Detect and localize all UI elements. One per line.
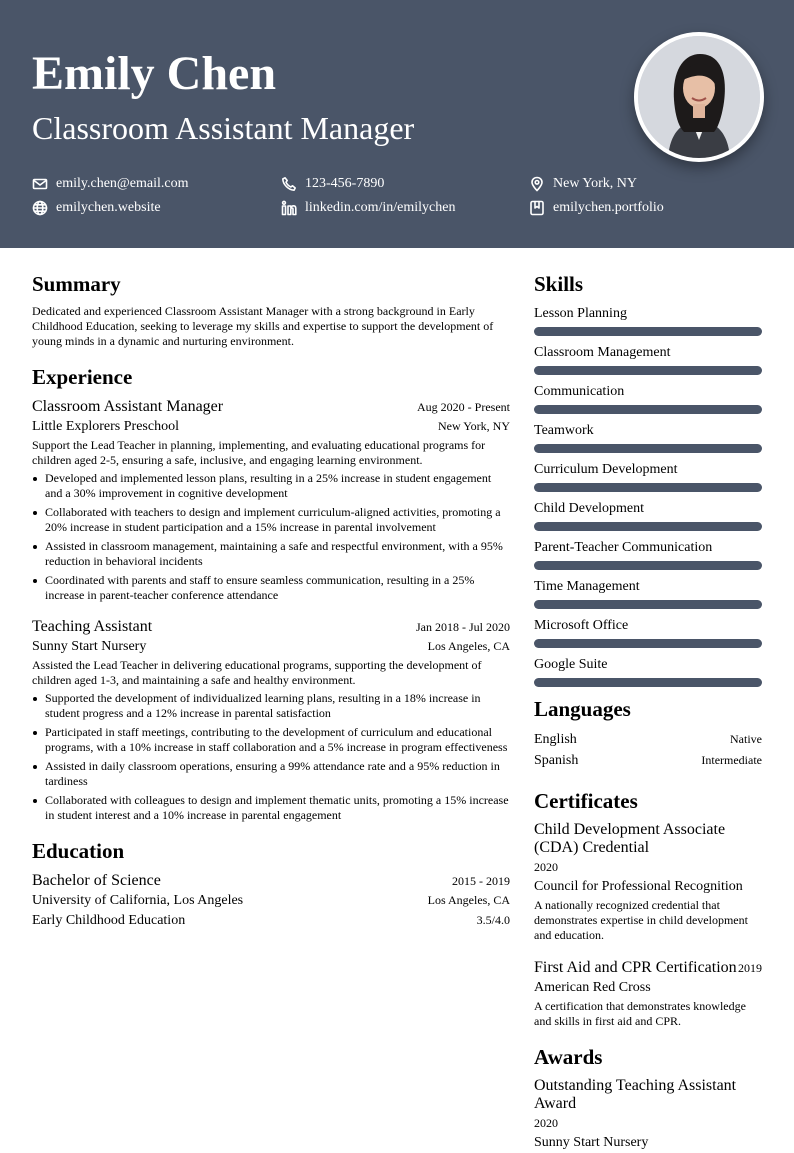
candidate-name: Emily Chen: [32, 47, 277, 100]
job-title: Teaching Assistant: [32, 618, 153, 635]
degree: Bachelor of Science: [32, 872, 161, 889]
job-dates: Jan 2018 - Jul 2020: [416, 620, 510, 634]
skill-bar: [534, 483, 762, 492]
right-column: [534, 270, 762, 1153]
skill-name: Classroom Management: [534, 345, 671, 360]
language-name: Spanish: [534, 753, 579, 768]
skill-item: [534, 421, 762, 453]
experience-heading: Experience: [32, 365, 133, 389]
resume-header: [0, 0, 794, 248]
languages-heading: Languages: [534, 697, 631, 721]
language-level: Native: [730, 732, 762, 746]
achievement-item: Participated in staff meetings, contributing to the development of curriculum and educational programs, with a 10% increase in staff collaboration and a 5% increase in program effectiveness: [45, 725, 510, 755]
linkedin-icon: [281, 200, 297, 216]
gpa: 3.5/4.0: [476, 913, 510, 927]
achievement-item: Developed and implemented lesson plans, resulting in a 25% increase in student engagement and a 30% improvement in cognitive development: [45, 471, 510, 501]
skill-item: [534, 382, 762, 414]
summary-heading: Summary: [32, 272, 121, 296]
left-column: [32, 270, 510, 931]
job-title: Classroom Assistant Manager: [32, 398, 224, 415]
skill-bar: [534, 366, 762, 375]
achievement-item: Assisted in classroom management, maintaining a safe and respectful environment, with a 95% reduction in behavioral incidents: [45, 539, 510, 569]
candidate-title: Classroom Assistant Manager: [32, 110, 415, 146]
skill-name: Curriculum Development: [534, 462, 678, 477]
contact-phone[interactable]: [281, 175, 384, 193]
skill-name: Time Management: [534, 579, 640, 594]
job-location: New York, NY: [437, 419, 510, 433]
skill-item: [534, 538, 762, 570]
education-heading: Education: [32, 839, 125, 863]
award-item: [534, 1077, 762, 1153]
job-achievements: [32, 471, 510, 603]
achievement-item: Coordinated with parents and staff to ensure seamless communication, resulting in a 25% increase in parent-teacher conference attendance: [45, 573, 510, 603]
summary-text: Dedicated and experienced Classroom Assistant Manager with a strong background in Early Childhood Education, seeking to leverage my skills and expertise to support the development of young minds in a dynamic and nurturing environment.: [32, 304, 494, 348]
job-company: Little Explorers Preschool: [32, 419, 179, 434]
skill-item: [534, 343, 762, 375]
skill-bar: [534, 678, 762, 687]
certificate-name: Child Development Associate (CDA) Credential: [534, 821, 726, 856]
achievement-item: Collaborated with teachers to design and implement curriculum-aligned activities, promoting a 20% increase in student participation and a 15% increase in parental involvement: [45, 505, 510, 535]
portfolio-icon: [529, 200, 545, 216]
job-entry: [32, 397, 510, 603]
contact-email[interactable]: [32, 175, 189, 193]
education-dates: 2015 - 2019: [452, 874, 510, 888]
linkedin-text: linkedin.com/in/emilychen: [305, 200, 456, 215]
skill-name: Parent-Teacher Communication: [534, 540, 713, 555]
certificate-item: [534, 959, 762, 1029]
skills-list: [534, 304, 762, 687]
skills-heading: Skills: [534, 272, 584, 296]
skill-item: [534, 616, 762, 648]
job-company: Sunny Start Nursery: [32, 639, 147, 654]
award-issuer: Sunny Start Nursery: [534, 1135, 649, 1150]
job-entry: [32, 617, 510, 823]
skill-name: Google Suite: [534, 657, 608, 672]
school-name: University of California, Los Angeles: [32, 893, 244, 908]
certificate-description: A certification that demonstrates knowledge and skills in first aid and CPR.: [534, 999, 746, 1028]
skill-item: [534, 499, 762, 531]
contact-website[interactable]: [32, 199, 161, 217]
achievement-item: Supported the development of individualized learning plans, resulting in a 18% increase in student progress and a 12% increase in parental satisfaction: [45, 691, 510, 721]
certificate-issuer: American Red Cross: [534, 980, 651, 995]
awards-heading: Awards: [534, 1045, 603, 1069]
skill-item: [534, 577, 762, 609]
location-text: New York, NY: [553, 176, 638, 191]
portfolio-text: emilychen.portfolio: [553, 200, 664, 215]
certificate-item: [534, 821, 762, 943]
skill-bar: [534, 327, 762, 336]
skill-bar: [534, 639, 762, 648]
language-level: Intermediate: [701, 753, 762, 767]
certificates-heading: Certificates: [534, 789, 638, 813]
phone-icon: [281, 176, 297, 192]
mail-icon: [32, 176, 48, 192]
skill-item: [534, 655, 762, 687]
achievement-item: Assisted in daily classroom operations, ensuring a 99% attendance rate and a 95% reduction in tardiness: [45, 759, 510, 789]
job-description: Support the Lead Teacher in planning, implementing, and evaluating educational programs for children aged 2-5, ensuring a safe, inclusive, and engaging learning environment.: [32, 438, 486, 467]
skill-bar: [534, 600, 762, 609]
job-achievements: [32, 691, 510, 823]
job-location: Los Angeles, CA: [427, 639, 510, 653]
skill-name: Communication: [534, 384, 625, 399]
certificate-description: A nationally recognized credential that demonstrates expertise in child development and education.: [534, 898, 748, 942]
skill-name: Microsoft Office: [534, 618, 629, 633]
language-name: English: [534, 732, 577, 747]
skill-name: Lesson Planning: [534, 306, 627, 321]
award-name: Outstanding Teaching Assistant Award: [534, 1077, 737, 1112]
skill-bar: [534, 522, 762, 531]
contact-linkedin[interactable]: [281, 199, 455, 217]
skill-bar: [534, 405, 762, 414]
job-dates: Aug 2020 - Present: [417, 400, 510, 414]
globe-icon: [32, 200, 48, 216]
contact-location: [529, 175, 637, 193]
skill-bar: [534, 561, 762, 570]
skill-item: [534, 304, 762, 336]
certificate-year: 2020: [534, 860, 558, 874]
field-of-study: Early Childhood Education: [32, 913, 186, 928]
skill-bar: [534, 444, 762, 453]
phone-text: 123-456-7890: [305, 176, 385, 191]
certificate-issuer: Council for Professional Recognition: [534, 879, 743, 894]
contact-portfolio[interactable]: [529, 199, 664, 217]
skill-name: Teamwork: [534, 423, 594, 438]
location-pin-icon: [529, 176, 545, 192]
profile-photo-illustration: [638, 36, 760, 158]
award-year: 2020: [534, 1116, 558, 1130]
language-item: [534, 750, 762, 771]
skill-name: Child Development: [534, 501, 645, 516]
email-text: emily.chen@email.com: [56, 176, 189, 191]
language-item: [534, 729, 762, 750]
skill-item: [534, 460, 762, 492]
profile-photo: [634, 32, 764, 162]
school-location: Los Angeles, CA: [427, 893, 510, 907]
job-description: Assisted the Lead Teacher in delivering educational programs, supporting the development of children aged 1-3, and maintaining a safe and healthy environment.: [32, 658, 482, 687]
certificate-name: First Aid and CPR Certification: [534, 959, 737, 976]
website-text: emilychen.website: [56, 200, 161, 215]
achievement-item: Collaborated with colleagues to design and implement thematic units, promoting a 15% increase in student interest and a 10% increase in parental engagement: [45, 793, 509, 822]
certificate-year: 2019: [738, 961, 762, 975]
